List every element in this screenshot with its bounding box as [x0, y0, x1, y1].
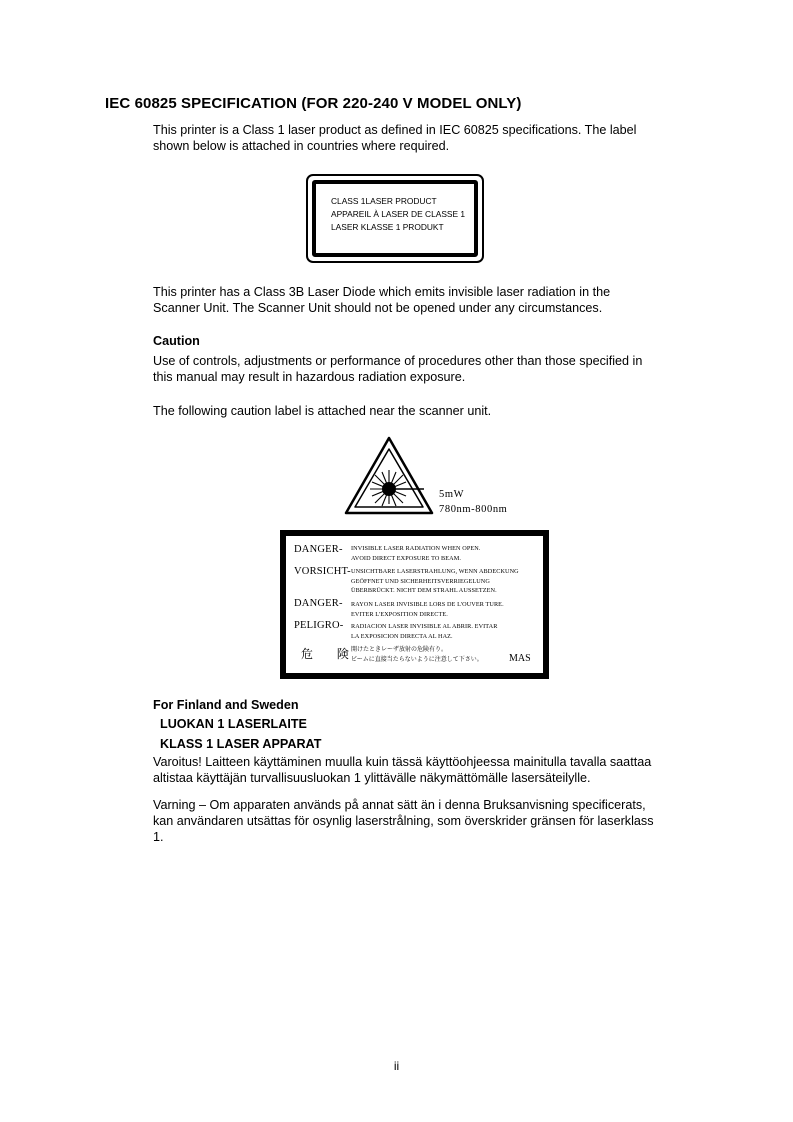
peligro-text — [351, 622, 497, 641]
danger-line: INVISIBLE LASER RADIATION WHEN OPEN. — [351, 545, 481, 552]
class1-label-line: APPAREIL À LASER DE CLASSE 1 — [331, 209, 466, 219]
page-number: ii — [393, 1059, 400, 1073]
varning-line: Varning – Om apparaten används på annat sätt än i denna Bruksanvisning specificerats, — [153, 798, 646, 812]
intro-line: shown below is attached in countries where required. — [153, 139, 450, 153]
diode-paragraph — [153, 284, 693, 316]
danger-line: RADIACION LASER INVISIBLE AL ABRIR. EVITAR — [351, 623, 498, 630]
danger-line: ビームに直接当たらないように注意して下さい。 — [351, 655, 483, 663]
intro-line: This printer is a Class 1 laser product as defined in IEC 60825 specifications. The label — [153, 123, 637, 137]
finland-sweden-title: For Finland and Sweden — [153, 698, 299, 712]
danger-line: 開けたときレーザ放射の危険有り。 — [351, 646, 448, 653]
danger-fr-text — [351, 600, 504, 619]
class1-label — [331, 195, 465, 234]
varning-line: 1. — [153, 830, 164, 844]
varoitus-line: altistaa käyttäjän turvallisuusluokan 1 ylittävälle näkymättömälle lasersäteilylle. — [153, 771, 591, 785]
japanese-text — [351, 645, 483, 664]
finnish-class-line: LUOKAN 1 LASERLAITE — [160, 717, 307, 731]
laser-wavelength: 780nm-800nm — [439, 504, 508, 515]
vorsicht-label: VORSICHT- — [294, 566, 351, 577]
peligro-label: PELIGRO- — [294, 620, 344, 631]
danger-line: UNSICHTBARE LASERSTRAHLUNG, WENN ABDECKUNG — [351, 568, 519, 575]
kiken-label: 危 険 — [301, 647, 359, 661]
class1-label-line: LASER KLASSE 1 PRODUKT — [331, 222, 444, 232]
diode-line: Scanner Unit. The Scanner Unit should not be opened under any circumstances. — [153, 301, 603, 315]
danger-line: ÜBERBRÜCKT. NICHT DEM STRAHL AUSSETZEN. — [351, 587, 497, 594]
danger-line: EVITER L'EXPOSITION DIRECTE. — [351, 610, 448, 618]
varoitus-paragraph — [153, 754, 703, 786]
diode-line: This printer has a Class 3B Laser Diode which emits invisible laser radiation in the — [153, 285, 611, 299]
caution-line: Use of controls, adjustments or performance of procedures other than those specified in — [153, 354, 643, 368]
caution-label-intro: The following caution label is attached near the scanner unit. — [153, 404, 492, 418]
laser-power: 5mW — [439, 489, 465, 500]
danger-fr-label: DANGER- — [294, 598, 343, 609]
danger-en-text — [351, 544, 480, 563]
danger-line: GEÖFFNET UND SICHERHEITSVERRIEGELUNG — [351, 577, 490, 585]
laser-warning-triangle-icon — [344, 436, 434, 516]
caution-line: this manual may result in hazardous radiation exposure. — [153, 370, 466, 384]
label-code: MAS — [509, 653, 531, 664]
swedish-class-line: KLASS 1 LASER APPARAT — [160, 737, 322, 751]
danger-line: RAYON LASER INVISIBLE LORS DE L'OUVER TURE. — [351, 601, 504, 608]
vorsicht-text — [351, 567, 519, 596]
laser-specs — [439, 487, 507, 517]
danger-line: AVOID DIRECT EXPOSURE TO BEAM. — [351, 554, 461, 562]
caution-title: Caution — [153, 334, 200, 348]
varning-paragraph — [153, 797, 703, 845]
varoitus-line: Varoitus! Laitteen käyttäminen muulla kuin tässä käyttöohjeessa mainitulla tavalla saattaa — [153, 755, 652, 769]
intro-paragraph — [153, 122, 693, 154]
class1-label-line: CLASS 1LASER PRODUCT — [331, 196, 437, 206]
varning-line: kan användaren utsättas för osynlig laserstrålning, som överskrider gränsen för laserklass — [153, 814, 654, 828]
caution-paragraph — [153, 353, 693, 385]
page-heading: IEC 60825 SPECIFICATION (FOR 220-240 V MODEL ONLY) — [105, 95, 522, 112]
danger-line: LA EXPOSICION DIRECTA AL HAZ. — [351, 632, 453, 640]
danger-en-label: DANGER- — [294, 544, 343, 555]
